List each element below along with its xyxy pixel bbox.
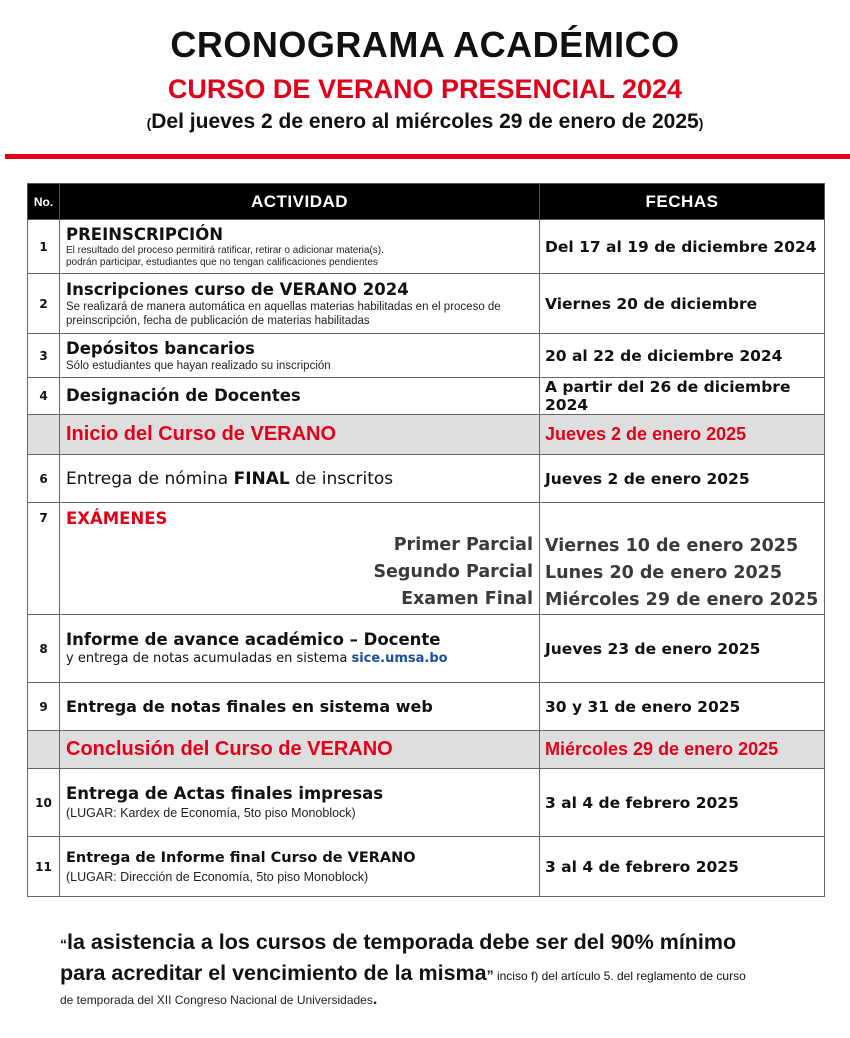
regulation-text: de temporada del XII Congreso Nacional de Universidades [60,993,373,1007]
date-cell: 30 y 31 de enero 2025 [540,683,825,731]
date-cell: 20 al 22 de diciembre 2024 [540,334,825,378]
exam-date: Viernes 10 de enero 2025 [545,536,799,556]
highlight-row-start [28,415,825,455]
col-header-dates: FECHAS [540,184,825,220]
exams-title: EXÁMENES [66,509,168,528]
regulation-ref-line [60,991,820,1009]
date-cell: Viernes 20 de diciembre [540,274,825,334]
col-header-activity: ACTIVIDAD [60,184,540,220]
table-row [28,683,825,731]
close-quote: ” [486,967,494,983]
course-start-date: Jueves 2 de enero 2025 [545,424,747,444]
course-end-date: Miércoles 29 de enero 2025 [545,739,779,759]
row-number: 3 [28,334,60,378]
attendance-line-2 [60,958,820,991]
activity-note: (LUGAR: Kardex de Economía, 5to piso Monoblock) [66,805,356,820]
row-number: 10 [28,769,60,837]
activity-title: Entrega de Informe final Curso de VERANO [66,849,416,866]
exam-label: Segundo Parcial [373,562,533,582]
attendance-line-1 [60,928,820,958]
date-cell [540,503,825,615]
red-divider [5,154,850,159]
row-number: 7 [28,503,60,615]
activity-cell [60,837,540,897]
exam-date: Lunes 20 de enero 2025 [545,563,783,583]
activity-cell [60,503,540,615]
activity-cell [60,274,540,334]
period-text [0,110,850,134]
activity-cell [60,615,540,683]
period-range: Del jueves 2 de enero al miércoles 29 de enero de 2025 [151,110,699,133]
date-cell: Jueves 2 de enero 2025 [540,455,825,503]
date-cell [540,731,825,769]
activity-title: Inscripciones curso de VERANO 2024 [66,279,409,299]
activity-title: Informe de avance académico – Docente [66,629,441,649]
activity-note: Sólo estudiantes que hayan realizado su inscripción [66,359,331,372]
sice-link[interactable]: sice.umsa.bo [351,650,448,666]
activity-cell [60,378,540,415]
period-open-paren: ( [146,115,152,131]
row-number: 1 [28,220,60,274]
activity-cell [60,334,540,378]
row-number [28,415,60,455]
regulation-ref: inciso f) del artículo 5. del reglamento de curso [493,969,746,983]
page-title: CRONOGRAMA ACADÉMICO [170,24,680,65]
col-header-no: No. [28,184,60,220]
activity-cell [60,415,540,455]
exam-label: Primer Parcial [393,535,533,555]
activity-note-text: y entrega de notas acumuladas en sistema [66,650,352,666]
date-cell: 3 al 4 de febrero 2025 [540,769,825,837]
table-header-row [28,184,825,220]
page-subtitle: CURSO DE VERANO PRESENCIAL 2024 [167,74,683,104]
exams-block [66,503,539,613]
course-end-title: Conclusión del Curso de VERANO [66,738,393,760]
activity-note: Se realizará de manera automática en aquellas materias habilitadas en el proceso de [66,300,501,313]
activity-cell [60,683,540,731]
activity-title: Entrega de Actas finales impresas [66,783,384,803]
activity-title-part: Entrega de nómina [66,468,234,489]
date-cell [540,415,825,455]
exam-date: Miércoles 29 de enero 2025 [545,590,819,610]
activity-title-part: de inscritos [289,468,394,489]
attendance-text: para acreditar el vencimiento de la misma [60,961,487,985]
table-row [28,455,825,503]
table-row [28,769,825,837]
table-row [28,837,825,897]
activity-note: El resultado del proceso permitirá ratificar, retirar o adicionar materia(s). [66,244,384,256]
highlight-row-end [28,731,825,769]
period-close-paren: ) [698,115,704,131]
row-number [28,731,60,769]
activity-cell [60,220,540,274]
activity-note: podrán participar, estudiantes que no tengan calificaciones pendientes [66,256,378,268]
activity-cell [60,731,540,769]
activity-cell [60,455,540,503]
date-cell: 3 al 4 de febrero 2025 [540,837,825,897]
table-row [28,274,825,334]
activity-note: (LUGAR: Dirección de Economía, 5to piso Monoblock) [66,869,369,884]
activity-note: preinscripción, fecha de publicación de materias habilitadas [66,314,370,327]
activity-title-emphasis: FINAL [233,468,290,489]
table-row [28,220,825,274]
table-row [28,378,825,415]
date-cell: A partir del 26 de diciembre 2024 [540,378,825,415]
activity-note [66,650,539,668]
attendance-text: la asistencia a los cursos de temporada debe ser del 90% mínimo [67,930,737,954]
regulation-end: . [372,991,378,1008]
activity-title [66,469,539,489]
row-number: 9 [28,683,60,731]
row-number: 6 [28,455,60,503]
open-quote: “ [60,936,67,952]
activity-title: Designación de Docentes [66,386,301,405]
activity-title: Depósitos bancarios [66,338,255,358]
course-start-title: Inicio del Curso de VERANO [66,423,337,445]
row-number: 4 [28,378,60,415]
activity-title: Entrega de notas finales en sistema web [66,696,433,716]
activity-cell [60,769,540,837]
row-number: 8 [28,615,60,683]
row-number: 2 [28,274,60,334]
attendance-note [60,928,820,1009]
schedule-table [27,183,825,897]
table-row [28,615,825,683]
row-number: 11 [28,837,60,897]
activity-title: PREINSCRIPCIÓN [66,224,224,244]
date-cell: Jueves 23 de enero 2025 [540,615,825,683]
date-cell: Del 17 al 19 de diciembre 2024 [540,220,825,274]
table-row [28,334,825,378]
table-row-exams [28,503,825,615]
exam-label: Examen Final [401,589,533,609]
